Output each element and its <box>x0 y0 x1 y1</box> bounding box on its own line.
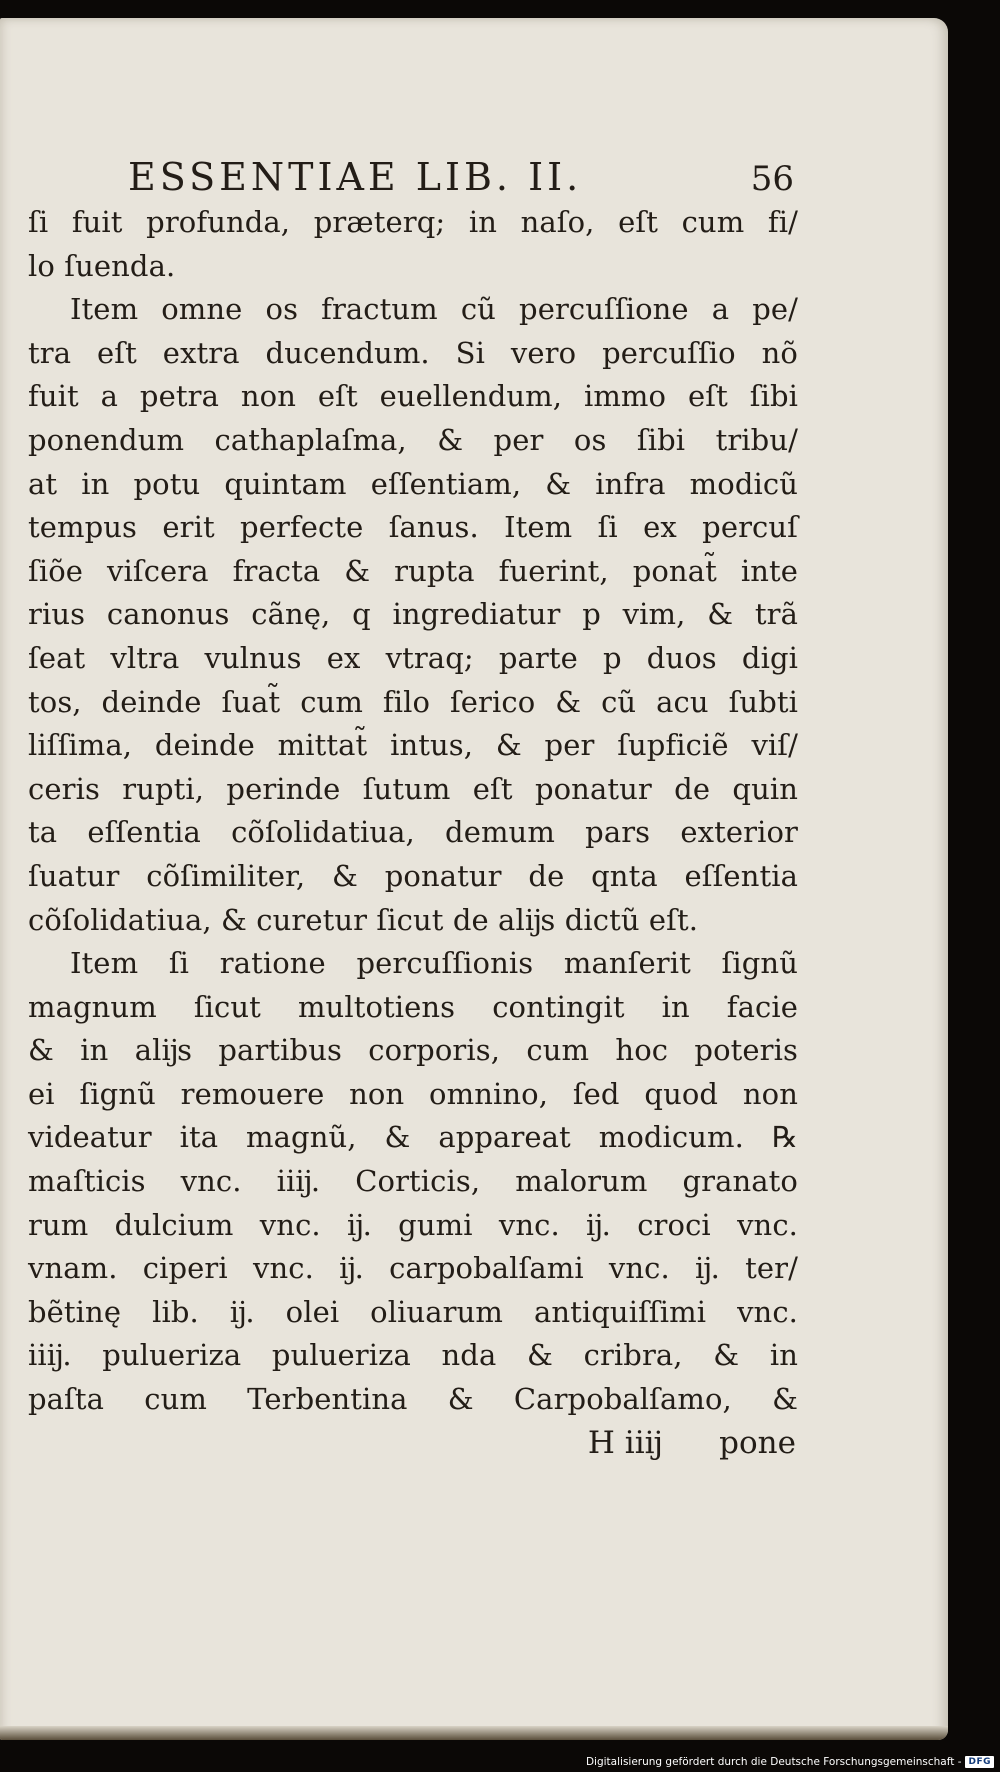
body-text <box>28 201 798 1422</box>
text-line: ei ſignũ remouere non omnino, ſed quod non <box>28 1076 798 1111</box>
text-line: ſi fuit profunda, præterq; in naſo, eſt cum fi/ <box>28 205 798 239</box>
text-line: ſiõe viſcera fracta & rupta fuerint, ponat̃ inte <box>28 553 798 588</box>
text-line: tra eſt extra ducendum. Si vero percuſſio nõ <box>28 335 798 370</box>
text-line: ſeat vltra vulnus ex vtraq; parte p duos digi <box>28 640 798 675</box>
signature-mark: H iiĳ <box>587 1424 662 1461</box>
text-line: magnum ſicut multotiens contingit in facie <box>28 989 798 1024</box>
folio-number: 56 <box>750 159 794 199</box>
text-line: tempus erit perfecte ſanus. Item ſi ex percuſ <box>28 510 798 545</box>
text-line: bẽtinę lib. ĳ. olei oliuarum antiquiſſimi vnc. <box>28 1294 798 1329</box>
running-head-title: ESSENTIAE LIB. II. <box>128 155 583 199</box>
text-line: rum dulcium vnc. ĳ. gumi vnc. ĳ. croci vnc. <box>28 1207 798 1242</box>
text-line: ta eſſentia cõſolidatiua, demum pars exterior <box>28 815 798 850</box>
text-line: paſta cum Terbentina & Carpobalſamo, & <box>28 1382 798 1417</box>
dfg-logo: DFG <box>965 1756 994 1768</box>
text-line: iiĳ. pulueriza pulueriza nda & cribra, & in <box>28 1338 798 1373</box>
text-line: lo ſuenda. <box>28 248 176 283</box>
text-line: tos, deinde ſuat̃ cum filo ſerico & cũ acu ſubti <box>28 684 798 719</box>
book-page <box>0 18 948 1740</box>
text-line: ceris rupti, perinde ſutum eſt ponatur de quin <box>28 771 798 806</box>
text-line: ponendum cathaplaſma, & per os ſibi tribu/ <box>28 422 798 457</box>
signature-catchword-line <box>28 1422 798 1466</box>
text-line: ſuatur cõſimiliter, & ponatur de qnta eſſentia <box>28 858 798 893</box>
text-line: vnam. ciperi vnc. ĳ. carpobalſami vnc. ĳ. ter/ <box>28 1251 798 1286</box>
digitization-footer <box>586 1756 994 1768</box>
text-line: Item omne os fractum cũ percuſſione a pe/ <box>70 292 798 327</box>
text-line: & in alĳs partibus corporis, cum hoc poteris <box>28 1033 798 1068</box>
text-line: Item ſi ratione percuſſionis manſerit ſignũ <box>70 946 798 981</box>
footer-credit: Digitalisierung gefördert durch die Deutsche Forschungsgemeinschaft - <box>585 1756 962 1768</box>
running-head <box>28 153 798 201</box>
text-line: cõſolidatiua, & curetur ſicut de alĳs dictũ eſt. <box>28 902 699 937</box>
text-line: liſſima, deinde mittat̃ intus, & per ſupficiẽ viſ/ <box>28 728 798 763</box>
text-line: rius canonus cãnę, q ingrediatur p vim, & trã <box>28 597 798 632</box>
text-line: maſticis vnc. iiĳ. Corticis, malorum granato <box>28 1164 798 1199</box>
text-line: videatur ita magnũ, & appareat modicum. ℞ <box>28 1120 798 1155</box>
text-block <box>28 153 798 1465</box>
text-line: at in potu quintam eſſentiam, & infra modicũ <box>28 466 798 501</box>
text-line: fuit a petra non eſt euellendum, immo eſt ſibi <box>28 379 798 414</box>
catchword: pone <box>719 1424 796 1461</box>
